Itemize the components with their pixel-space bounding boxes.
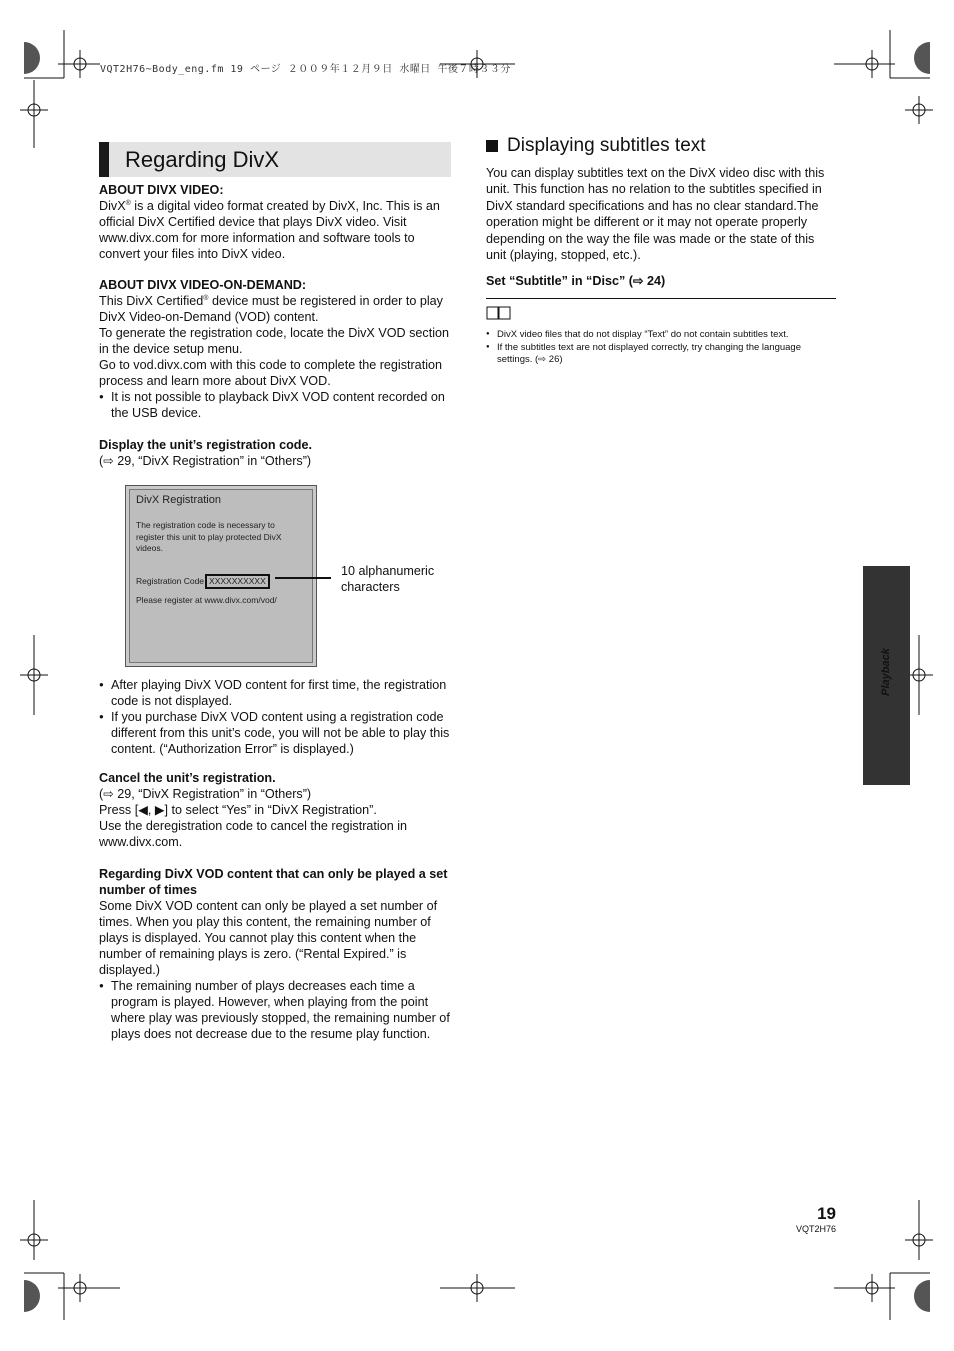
- title-stripe: [99, 142, 109, 177]
- divider: [486, 298, 836, 299]
- limited-heading: Regarding DivX VOD content that can only be played a set number of times: [99, 867, 448, 897]
- display-reg-heading: Display the unit’s registration code.: [99, 438, 312, 452]
- cancel-heading: Cancel the unit’s registration.: [99, 771, 276, 785]
- list-item: ● After playing DivX VOD content for first time, the registration code is not displayed.: [99, 677, 451, 709]
- screen-title: DivX Registration: [136, 494, 221, 506]
- subtitles-instruction: Set “Subtitle” in “Disc” (⇨ 24): [486, 273, 666, 288]
- side-tab-label: Playback: [880, 648, 892, 696]
- registration-code-label: Registration Code: [136, 576, 205, 586]
- cancel-step: Press [◀, ▶] to select “Yes” in “DivX Registration”.: [99, 803, 377, 817]
- screen-text: The registration code is necessary to register this unit to play protected DivX videos.: [136, 520, 282, 553]
- about-vod-setup: To generate the registration code, locate the DivX VOD section in the device setup menu.: [99, 326, 450, 356]
- limited-bullets: [99, 978, 451, 1042]
- callout-text: 10 alphanumeric characters: [341, 564, 435, 594]
- page-title: Regarding DivX: [125, 146, 280, 172]
- list-item: ● If the subtitles text are not displayed correctly, try changing the language settings. (⇨ 26): [486, 342, 836, 365]
- registration-code-row: [136, 574, 306, 589]
- right-column: [486, 135, 836, 367]
- subtitles-heading: Displaying subtitles text: [486, 138, 836, 155]
- screen-url: Please register at www.divx.com/vod/: [136, 594, 277, 605]
- square-bullet-icon: [486, 140, 498, 152]
- page-number: 19: [817, 1204, 836, 1223]
- cancel-text: Use the deregistration code to cancel the registration in www.divx.com.: [99, 819, 408, 849]
- list-item: ● If you purchase DivX VOD content using a registration code different from this unit’s code, you will not be able to play this content. (“Authorization Error” is displayed.): [99, 709, 451, 757]
- note-book-icon: [486, 306, 512, 320]
- about-vod-text: This DivX Certified® device must be registered in order to play DivX Video-on-Demand (VOD) content.: [99, 294, 443, 324]
- registration-screen-figure: [99, 485, 451, 669]
- callout-line: [275, 577, 331, 579]
- left-column: [99, 142, 451, 1042]
- list-item: ● DivX video files that do not display “Text” do not contain subtitles text.: [486, 329, 836, 341]
- cancel-ref: (⇨ 29, “DivX Registration” in “Others”): [99, 787, 312, 801]
- document-code: VQT2H76: [795, 1224, 836, 1234]
- about-video-heading: ABOUT DIVX VIDEO:: [99, 183, 224, 197]
- limited-text: Some DivX VOD content can only be played a set number of times. When you play this content, the remaining number of plays is displayed. You cannot play this content when the number of remaining plays is zero. (“Rental Expired.” is displayed.): [99, 899, 438, 977]
- subtitles-notes: [486, 329, 836, 366]
- subtitles-text: You can display subtitles text on the DivX video disc with this unit. This function has no relation to the subtitles specified in DivX standard specifications and has no clear standard.The operation might be different or it may not operate properly depending on the way the file was made or the state of this unit (playing, stopped, etc.).: [486, 165, 825, 262]
- section-title-bar: [99, 142, 451, 177]
- about-vod-goto: Go to vod.divx.com with this code to complete the registration process and learn more about DivX VOD.: [99, 358, 442, 388]
- about-vod-bullets: [99, 389, 451, 421]
- registration-screen: [125, 485, 317, 667]
- list-item: ● It is not possible to playback DivX VOD content recorded on the USB device.: [99, 389, 451, 421]
- about-video-text: DivX® is a digital video format created by DivX, Inc. This is an official DivX Certified device that plays DivX video. Visit www.divx.com for more information and software tools to convert your files into DivX video.: [99, 199, 440, 261]
- display-reg-ref: (⇨ 29, “DivX Registration” in “Others”): [99, 454, 312, 468]
- list-item: ● The remaining number of plays decreases each time a program is played. However, when playing from the point where play was previously stopped, the remaining number of plays does not decrease due to the resume play function.: [99, 978, 451, 1042]
- about-vod-heading: ABOUT DIVX VIDEO-ON-DEMAND:: [99, 278, 307, 292]
- file-header-line: VQT2H76~Body_eng.fm 19 ページ ２００９年１２月９日 水曜日 午後７時３３分: [100, 64, 511, 75]
- after-screen-bullets: [99, 677, 451, 757]
- registration-code-value: XXXXXXXXXX: [205, 574, 270, 589]
